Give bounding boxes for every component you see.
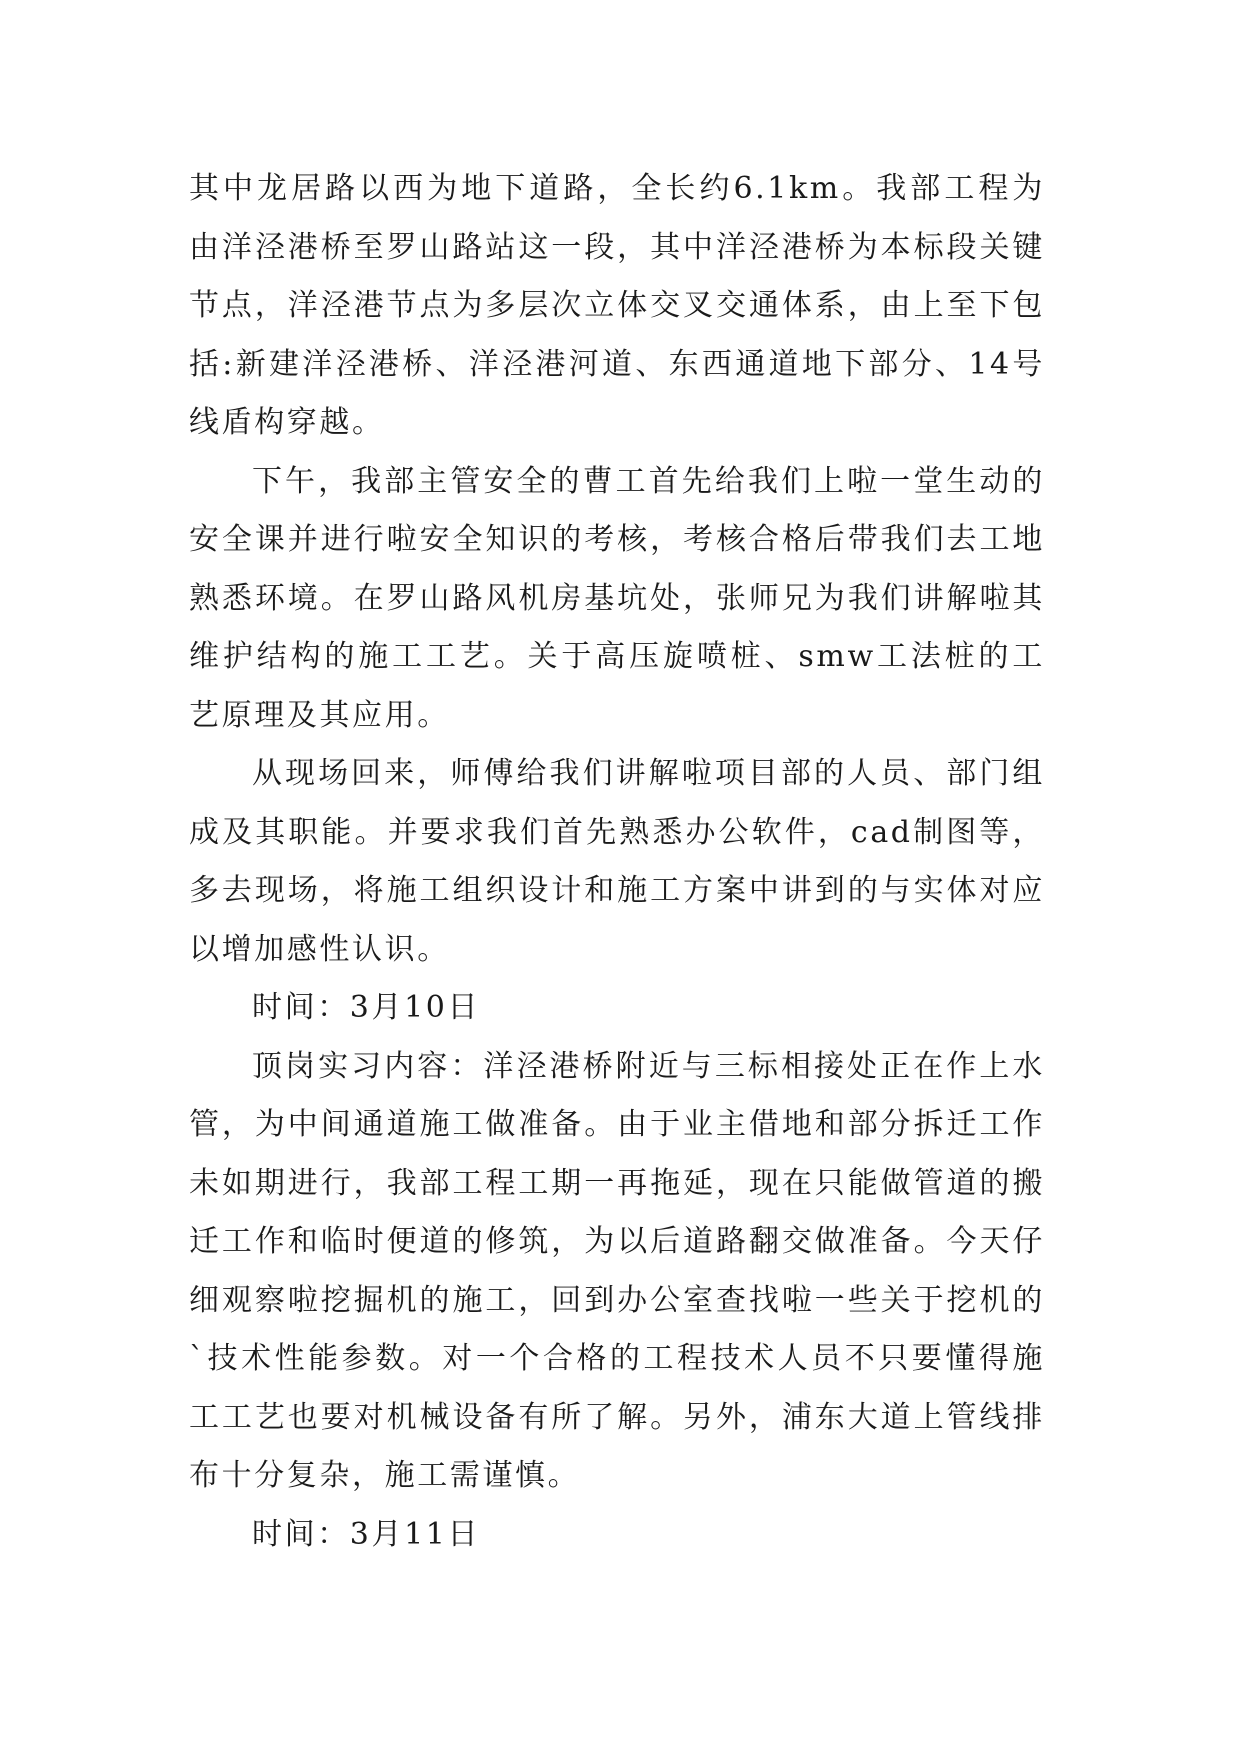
date-heading-march-11: 时间：3月11日 xyxy=(252,1516,481,1552)
date-heading-march-10: 时间：3月10日 xyxy=(252,990,481,1025)
document-body xyxy=(189,160,1045,1564)
paragraph-afternoon-safety: 下午，我部主管安全的曹工首先给我们上啦一堂生动的安全课并进行啦安全知识的考核，考核合格后带我们去工地熟悉环境。在罗山路风机房基坑处，张师兄为我们讲解啦其维护结构的施工工艺。关于高压旋喷桩、smw工法桩的工艺原理及其应用。 xyxy=(189,463,1045,733)
paragraph-internship-content: 顶岗实习内容：洋泾港桥附近与三标相接处正在作上水管，为中间通道施工做准备。由于业主借地和部分拆迁工作未如期进行，我部工程工期一再拖延，现在只能做管道的搬迁工作和临时便道的修筑，为以后道路翻交做准备。今天仔细观察啦挖掘机的施工，回到办公室查找啦一些关于挖机的`技术性能参数。对一个合格的工程技术人员不只要懂得施工工艺也要对机械设备有所了解。另外，浦东大道上管线排布十分复杂，施工需谨慎。 xyxy=(189,1048,1045,1493)
paragraph-intro-continued: 其中龙居路以西为地下道路，全长约6.1km。我部工程为由洋泾港桥至罗山路站这一段，其中洋泾港桥为本标段关键节点，洋泾港节点为多层次立体交叉交通体系，由上至下包括:新建洋泾港桥、洋泾港河道、东西通道地下部分、14号线盾构穿越。 xyxy=(189,171,1045,440)
paragraph-back-from-site: 从现场回来，师傅给我们讲解啦项目部的人员、部门组成及其职能。并要求我们首先熟悉办公软件，cad制图等，多去现场，将施工组织设计和施工方案中讲到的与实体对应以增加感性认识。 xyxy=(189,756,1045,967)
